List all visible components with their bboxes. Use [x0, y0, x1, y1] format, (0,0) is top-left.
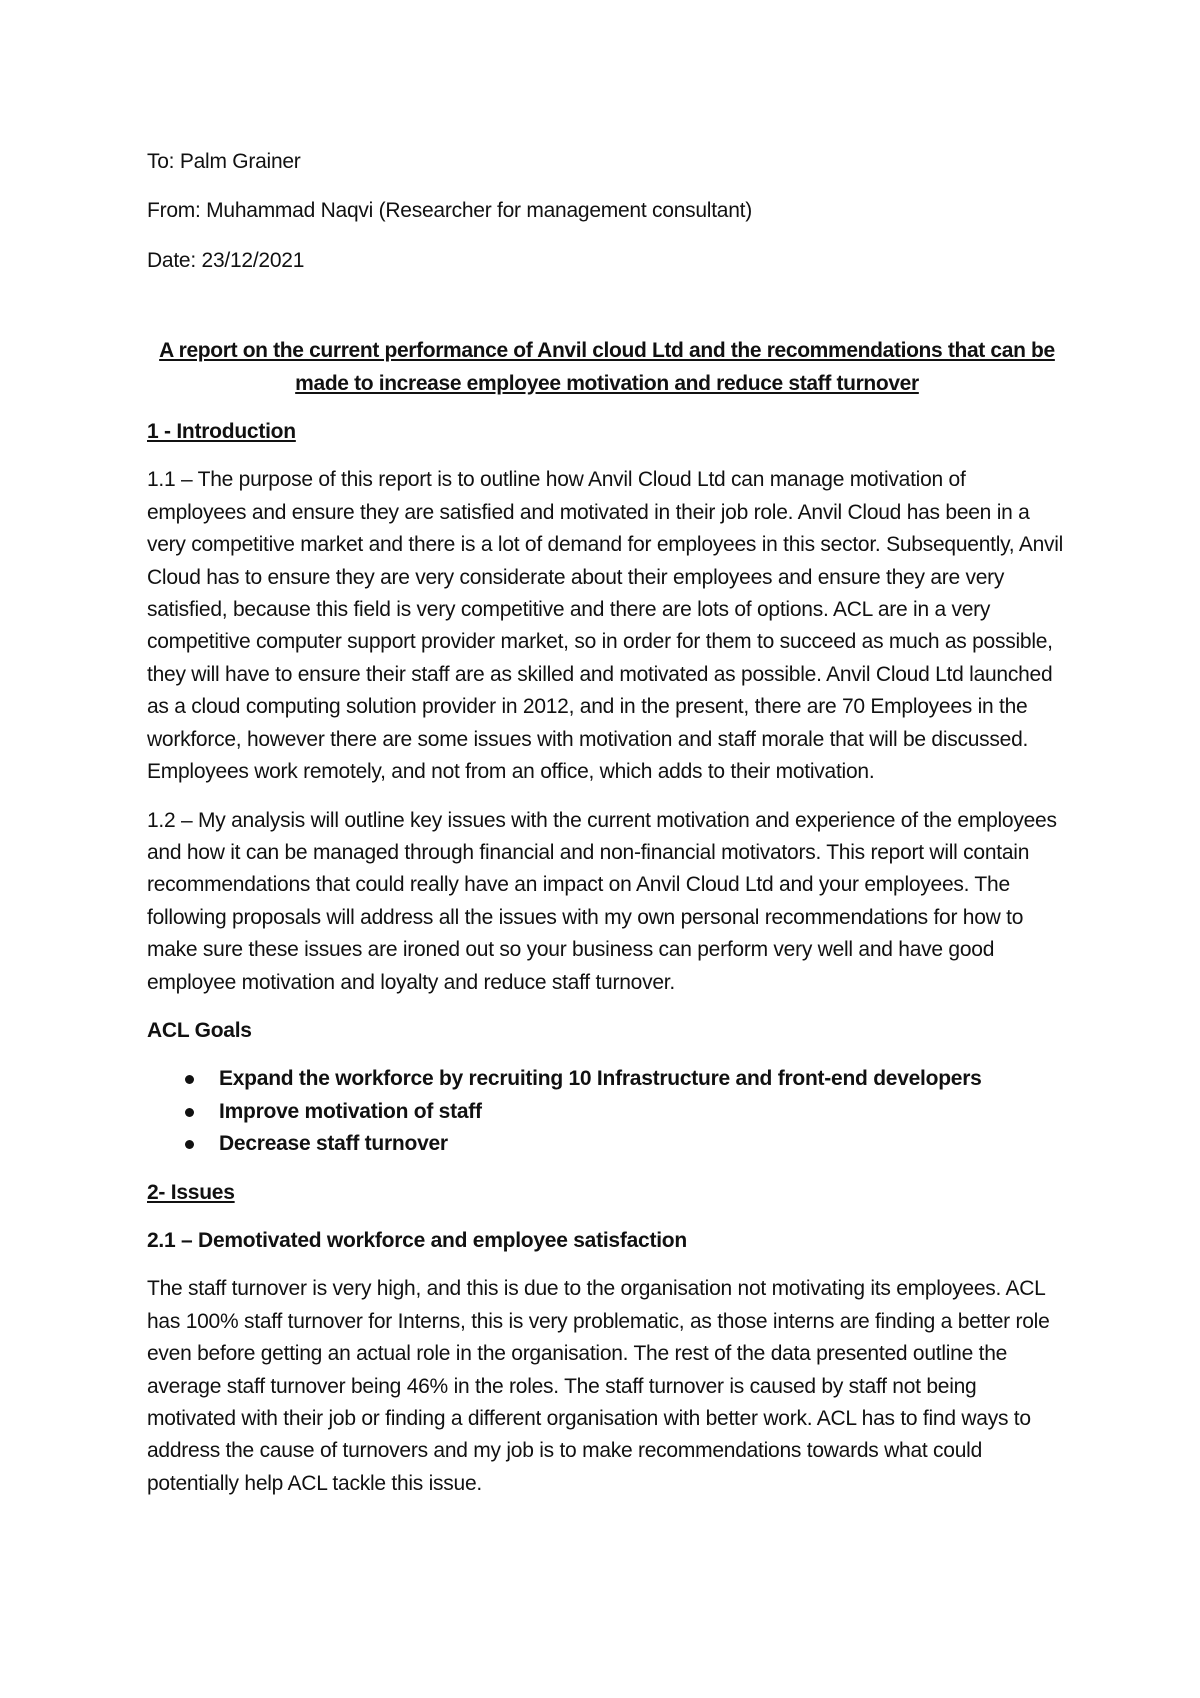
- report-title: A report on the current performance of Anvil cloud Ltd and the recommendations that can be made to increase employee motivation and reduce staff turnover: [159, 339, 1055, 395]
- bullet-icon: [185, 1140, 194, 1149]
- document-page: [147, 146, 1067, 1500]
- goal-item: [147, 1096, 1067, 1128]
- introduction-heading: 1 - Introduction: [147, 420, 296, 444]
- bullet-icon: [185, 1075, 194, 1084]
- issues-heading: 2- Issues: [147, 1180, 235, 1204]
- issues-paragraph-1: The staff turnover is very high, and this is due to the organisation not motivating its employees. ACL has 100% staff turnover for Interns, this is very problematic, as those interns are finding a better role even before getting an actual role in the organisation. The rest of the data presented outline the average staff turnover being 46% in the roles. The staff turnover is caused by staff not being motivated with their job or finding a different organisation with better work. ACL has to find ways to address the cause of turnovers and my job is to make recommendations towards what could potentially help ACL tackle this issue.: [147, 1277, 1050, 1495]
- goal-text: Improve motivation of staff: [219, 1099, 482, 1123]
- memo-from: From: Muhammad Naqvi (Researcher for management consultant): [147, 199, 752, 223]
- introduction-paragraph-2: 1.2 – My analysis will outline key issues with the current motivation and experience of the employees and how it can be managed through financial and non-financial motivators. This report will contain recommendations that could really have an impact on Anvil Cloud Ltd and your employees. The following proposals will address all the issues with my own personal recommendations for how to make sure these issues are ironed out so your business can perform very well and have good employee motivation and loyalty and reduce staff turnover.: [147, 808, 1057, 994]
- goal-text: Decrease staff turnover: [219, 1132, 448, 1156]
- issues-subheading: 2.1 – Demotivated workforce and employee satisfaction: [147, 1228, 687, 1252]
- goal-text: Expand the workforce by recruiting 10 Infrastructure and front-end developers: [219, 1067, 982, 1091]
- goals-list: [147, 1063, 1067, 1160]
- goal-item: [147, 1128, 1067, 1160]
- introduction-paragraph-1: 1.1 – The purpose of this report is to outline how Anvil Cloud Ltd can manage motivation of employees and ensure they are satisfied and motivated in their job role. Anvil Cloud has been in a very competitive market and there is a lot of demand for employees in this sector. Subsequently, Anvil Cloud has to ensure they are very considerate about their employees and ensure they are very satisfied, because this field is very competitive and there are lots of options. ACL are in a very competitive computer support provider market, so in order for them to succeed as much as possible, they will have to ensure their staff are as skilled and motivated as possible. Anvil Cloud Ltd launched as a cloud computing solution provider in 2012, and in the present, there are 70 Employees in the workforce, however there are some issues with motivation and staff morale that will be discussed. Employees work remotely, and not from an office, which adds to their motivation.: [147, 468, 1064, 784]
- goal-item: [147, 1063, 1067, 1095]
- goals-heading: ACL Goals: [147, 1018, 252, 1042]
- bullet-icon: [185, 1108, 194, 1117]
- memo-date: Date: 23/12/2021: [147, 248, 305, 272]
- memo-to: To: Palm Grainer: [147, 150, 301, 173]
